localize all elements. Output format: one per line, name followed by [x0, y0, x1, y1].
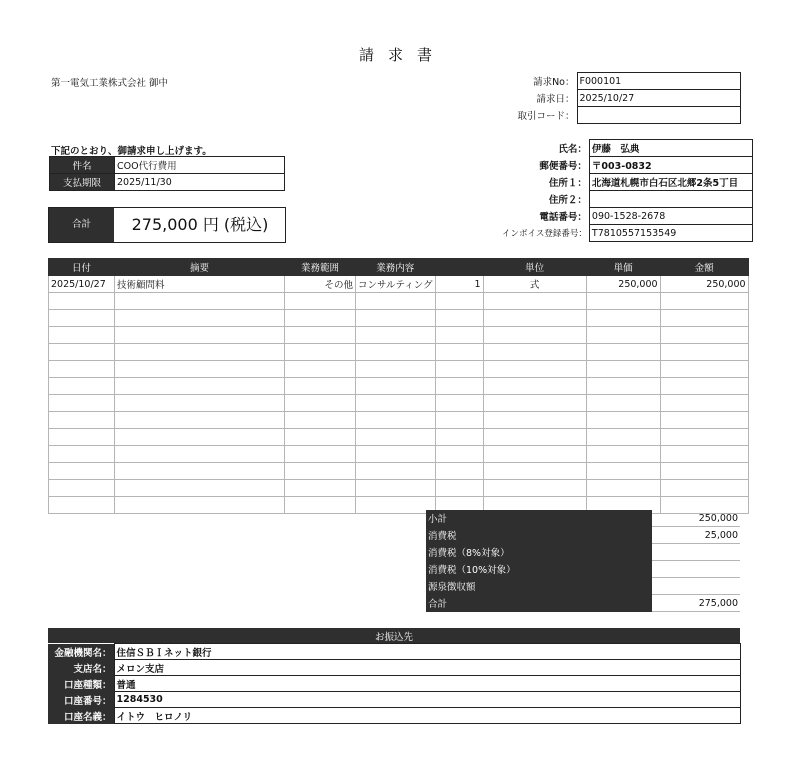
cell-unit	[483, 395, 586, 412]
cell-amount	[660, 361, 748, 378]
postal-label: 郵便番号：	[539, 161, 587, 172]
cell-date	[49, 310, 115, 327]
invoice-date-value: 2025/10/27	[577, 90, 740, 107]
total-box	[48, 207, 286, 243]
bank-info	[48, 628, 741, 724]
cell-content	[356, 429, 436, 446]
cell-description	[115, 378, 285, 395]
summary-table	[426, 510, 740, 612]
cell-scope	[285, 310, 356, 327]
cell-content	[356, 378, 436, 395]
invoice-reg-label: インボイス登録番号：	[502, 229, 587, 239]
cell-amount	[660, 480, 748, 497]
cell-scope	[285, 378, 356, 395]
cell-scope	[285, 293, 356, 310]
document-title: 請求書	[358, 46, 446, 64]
cell-unit-price	[586, 310, 660, 327]
cell-scope	[285, 480, 356, 497]
items-table	[48, 258, 749, 514]
summary-label: 小計	[426, 510, 652, 527]
summary-label: 消費税	[426, 527, 652, 544]
cell-unit-price	[586, 480, 660, 497]
cell-description	[115, 361, 285, 378]
summary-value: 275,000	[652, 595, 740, 612]
bank-row	[48, 660, 740, 676]
phone-label: 電話番号：	[539, 212, 587, 223]
cell-content	[356, 497, 436, 514]
cell-description	[115, 293, 285, 310]
total-label: 合計	[49, 208, 114, 242]
cell-description	[115, 446, 285, 463]
summary-row	[426, 561, 740, 578]
cell-amount	[660, 310, 748, 327]
cell-unit	[483, 446, 586, 463]
cell-date	[49, 446, 115, 463]
phone-value: 090-1528-2678	[589, 208, 752, 225]
cell-content	[356, 395, 436, 412]
header-unit: 単位	[483, 259, 586, 276]
cell-amount	[660, 412, 748, 429]
cell-quantity	[435, 361, 483, 378]
table-row	[49, 412, 749, 429]
cell-unit-price	[586, 463, 660, 480]
cell-content	[356, 310, 436, 327]
cell-content	[356, 446, 436, 463]
table-row	[49, 463, 749, 480]
cell-unit-price	[586, 293, 660, 310]
table-row	[49, 344, 749, 361]
cell-content	[356, 480, 436, 497]
cell-scope: その他	[285, 276, 356, 293]
cell-description	[115, 344, 285, 361]
cell-unit	[483, 310, 586, 327]
cell-scope	[285, 429, 356, 446]
header-content: 業務内容	[356, 259, 436, 276]
cell-quantity	[435, 395, 483, 412]
summary-value	[652, 578, 740, 595]
summary-value	[652, 544, 740, 561]
cell-quantity	[435, 412, 483, 429]
table-row	[49, 395, 749, 412]
cell-content: コンサルティング	[356, 276, 436, 293]
cell-content	[356, 293, 436, 310]
total-value: 275,000 円 (税込)	[131, 215, 269, 234]
cell-scope	[285, 395, 356, 412]
cell-unit-price: 250,000	[586, 276, 660, 293]
cell-quantity	[435, 429, 483, 446]
header-quantity	[435, 259, 483, 276]
bank-title: お振込先	[48, 628, 740, 644]
cell-scope	[285, 497, 356, 514]
cell-date	[49, 344, 115, 361]
summary-row	[426, 510, 740, 527]
cell-unit-price	[586, 378, 660, 395]
cell-content	[356, 463, 436, 480]
bank-label: 口座種類：	[48, 676, 114, 692]
cell-amount	[660, 293, 748, 310]
cell-quantity	[435, 446, 483, 463]
bank-value: 1284530	[114, 692, 740, 708]
cell-amount	[660, 344, 748, 361]
cell-unit-price	[586, 327, 660, 344]
notice-text: 下記のとおり、御請求申し上げます。	[51, 146, 212, 157]
summary-row	[426, 544, 740, 561]
header-amount: 金額	[660, 259, 748, 276]
table-row	[49, 361, 749, 378]
cell-unit-price	[586, 412, 660, 429]
address1-value: 北海道札幌市白石区北郷2条5丁目	[589, 174, 752, 191]
bank-value: 普通	[114, 676, 740, 692]
case-table	[49, 156, 285, 191]
bank-row	[48, 676, 740, 692]
cell-quantity: 1	[435, 276, 483, 293]
header-date: 日付	[49, 259, 115, 276]
cell-amount	[660, 378, 748, 395]
table-row	[49, 429, 749, 446]
cell-date: 2025/10/27	[49, 276, 115, 293]
cell-unit	[483, 361, 586, 378]
cell-unit-price	[586, 395, 660, 412]
cell-unit-price	[586, 446, 660, 463]
bank-label: 支店名：	[48, 660, 114, 676]
table-row	[49, 480, 749, 497]
cell-description	[115, 480, 285, 497]
cell-content	[356, 361, 436, 378]
cell-unit	[483, 480, 586, 497]
cell-quantity	[435, 344, 483, 361]
invoice-reg-value: T7810557153549	[589, 225, 752, 242]
cell-amount	[660, 446, 748, 463]
cell-description: 技術顧問料	[115, 276, 285, 293]
bank-label: 口座名義：	[48, 708, 114, 724]
summary-label: 合計	[426, 595, 652, 612]
cell-content	[356, 412, 436, 429]
name-label: 氏名：	[558, 144, 587, 155]
due-value: 2025/11/30	[115, 174, 285, 191]
bank-row	[48, 692, 740, 708]
postal-value: 〒003-0832	[589, 157, 752, 174]
cell-date	[49, 327, 115, 344]
cell-unit-price	[586, 344, 660, 361]
cell-description	[115, 429, 285, 446]
address1-label: 住所１：	[548, 178, 587, 189]
cell-quantity	[435, 310, 483, 327]
cell-amount	[660, 327, 748, 344]
table-row	[49, 310, 749, 327]
cell-date	[49, 395, 115, 412]
cell-scope	[285, 463, 356, 480]
table-row	[49, 327, 749, 344]
cell-unit-price	[586, 361, 660, 378]
cell-unit	[483, 429, 586, 446]
summary-label: 消費税（10%対象）	[426, 561, 652, 578]
cell-date	[49, 412, 115, 429]
cell-unit	[483, 412, 586, 429]
cell-description	[115, 310, 285, 327]
cell-unit	[483, 344, 586, 361]
cell-quantity	[435, 293, 483, 310]
client-code-label: 取引コード：	[517, 111, 575, 122]
bank-row	[48, 708, 740, 724]
cell-scope	[285, 327, 356, 344]
invoice-date-label: 請求日：	[536, 94, 575, 105]
cell-description	[115, 327, 285, 344]
cell-scope	[285, 344, 356, 361]
cell-content	[356, 327, 436, 344]
bank-value: メロン支店	[114, 660, 740, 676]
table-row	[49, 378, 749, 395]
name-value: 伊藤 弘典	[589, 140, 752, 157]
cell-unit	[483, 378, 586, 395]
cell-date	[49, 429, 115, 446]
bank-row	[48, 644, 740, 660]
cell-description	[115, 497, 285, 514]
cell-amount	[660, 429, 748, 446]
recipient: 第一電気工業株式会社 御中	[51, 78, 169, 89]
cell-scope	[285, 361, 356, 378]
cell-description	[115, 412, 285, 429]
cell-quantity	[435, 378, 483, 395]
bank-label: 金融機関名：	[48, 644, 114, 660]
bank-value: 住信ＳＢＩネット銀行	[114, 644, 740, 660]
table-row	[49, 276, 749, 293]
header-description: 摘要	[115, 259, 285, 276]
due-label: 支払期限	[50, 174, 115, 191]
cell-unit	[483, 293, 586, 310]
cell-quantity	[435, 463, 483, 480]
cell-scope	[285, 446, 356, 463]
cell-amount	[660, 395, 748, 412]
invoice-no-label: 請求No：	[533, 77, 575, 88]
cell-quantity	[435, 480, 483, 497]
cell-date	[49, 480, 115, 497]
summary-label: 消費税（8%対象）	[426, 544, 652, 561]
summary-label: 源泉徴収額	[426, 578, 652, 595]
address2-value	[589, 191, 752, 208]
summary-row	[426, 527, 740, 544]
cell-description	[115, 395, 285, 412]
subject-value: COO代行費用	[115, 157, 285, 174]
bank-label: 口座番号：	[48, 692, 114, 708]
header-unit-price: 単価	[586, 259, 660, 276]
header-scope: 業務範囲	[285, 259, 356, 276]
cell-amount: 250,000	[660, 276, 748, 293]
cell-unit	[483, 327, 586, 344]
bank-value: イトウ ヒロノリ	[114, 708, 740, 724]
table-row	[49, 293, 749, 310]
client-code-value	[577, 107, 740, 124]
cell-date	[49, 378, 115, 395]
subject-label: 件名	[50, 157, 115, 174]
cell-unit	[483, 463, 586, 480]
address2-label: 住所２：	[548, 195, 587, 206]
items-header-row	[49, 259, 749, 276]
summary-value: 250,000	[652, 510, 740, 527]
summary-value	[652, 561, 740, 578]
cell-scope	[285, 412, 356, 429]
cell-amount	[660, 463, 748, 480]
cell-date	[49, 361, 115, 378]
cell-unit-price	[586, 429, 660, 446]
cell-date	[49, 293, 115, 310]
cell-quantity	[435, 327, 483, 344]
cell-content	[356, 344, 436, 361]
cell-unit: 式	[483, 276, 586, 293]
table-row	[49, 446, 749, 463]
issuer-info	[500, 139, 753, 242]
invoice-no-value: F000101	[577, 73, 740, 90]
summary-row	[426, 578, 740, 595]
cell-description	[115, 463, 285, 480]
cell-date	[49, 497, 115, 514]
summary-value: 25,000	[652, 527, 740, 544]
invoice-meta	[500, 72, 741, 124]
summary-row	[426, 595, 740, 612]
cell-date	[49, 463, 115, 480]
